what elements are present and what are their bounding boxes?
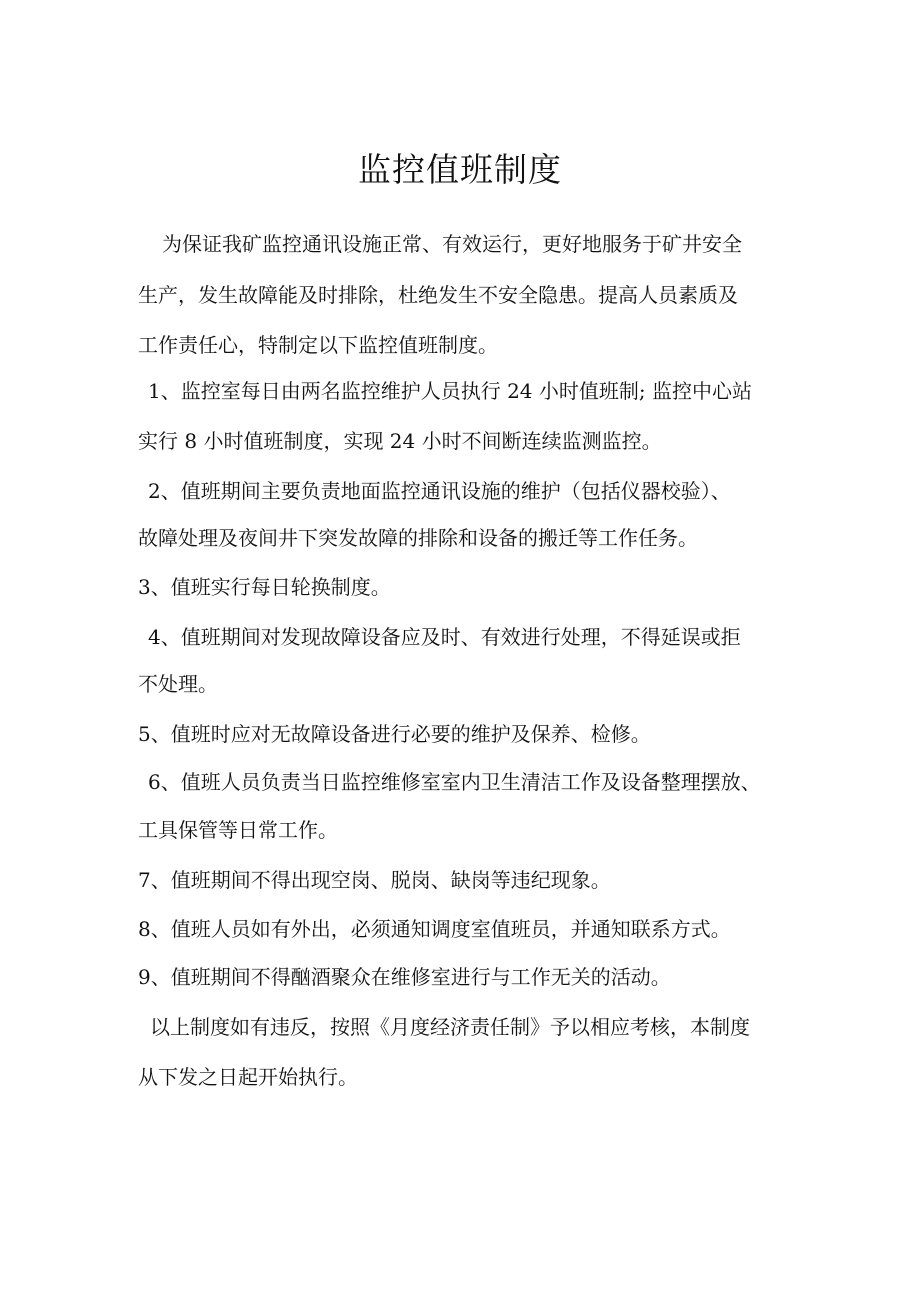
paragraph-line: 9、值班期间不得酗酒聚众在维修室进行与工作无关的活动。	[138, 965, 671, 989]
paragraph-line: 为保证我矿监控通讯设施正常、有效运行，更好地服务于矿井安全	[162, 232, 742, 256]
paragraph-line: 工作责任心，特制定以下监控值班制度。	[138, 333, 498, 357]
paragraph-line: 工具保管等日常工作。	[138, 818, 338, 842]
paragraph-line: 从下发之日起开始执行。	[138, 1065, 358, 1089]
paragraph-line: 3、值班实行每日轮换制度。	[138, 575, 391, 599]
paragraph-line: 4、值班期间对发现故障设备应及时、有效进行处理，不得延误或拒	[148, 625, 741, 649]
paragraph-line: 5、值班时应对无故障设备进行必要的维护及保养、检修。	[138, 722, 651, 746]
paragraph-line: 故障处理及夜间井下突发故障的排除和设备的搬迁等工作任务。	[138, 526, 698, 550]
paragraph-line: 以上制度如有违反，按照《月度经济责任制》予以相应考核，本制度	[150, 1015, 750, 1039]
paragraph-line: 8、值班人员如有外出，必须通知调度室值班员，并通知联系方式。	[138, 917, 731, 941]
paragraph-line: 6、值班人员负责当日监控维修室室内卫生清洁工作及设备整理摆放、	[148, 770, 761, 794]
paragraph-line: 不处理。	[138, 672, 218, 696]
paragraph-line: 2、值班期间主要负责地面监控通讯设施的维护（包括仪器校验）、	[148, 479, 731, 503]
paragraph-line: 1、监控室每日由两名监控维护人员执行 24 小时值班制; 监控中心站	[148, 379, 752, 403]
document-title: 监控值班制度	[358, 150, 562, 189]
paragraph-line: 生产，发生故障能及时排除，杜绝发生不安全隐患。提高人员素质及	[138, 283, 738, 307]
paragraph-line: 实行 8 小时值班制度，实现 24 小时不间断连续监测监控。	[138, 429, 662, 453]
paragraph-line: 7、值班期间不得出现空岗、脱岗、缺岗等违纪现象。	[138, 868, 611, 892]
